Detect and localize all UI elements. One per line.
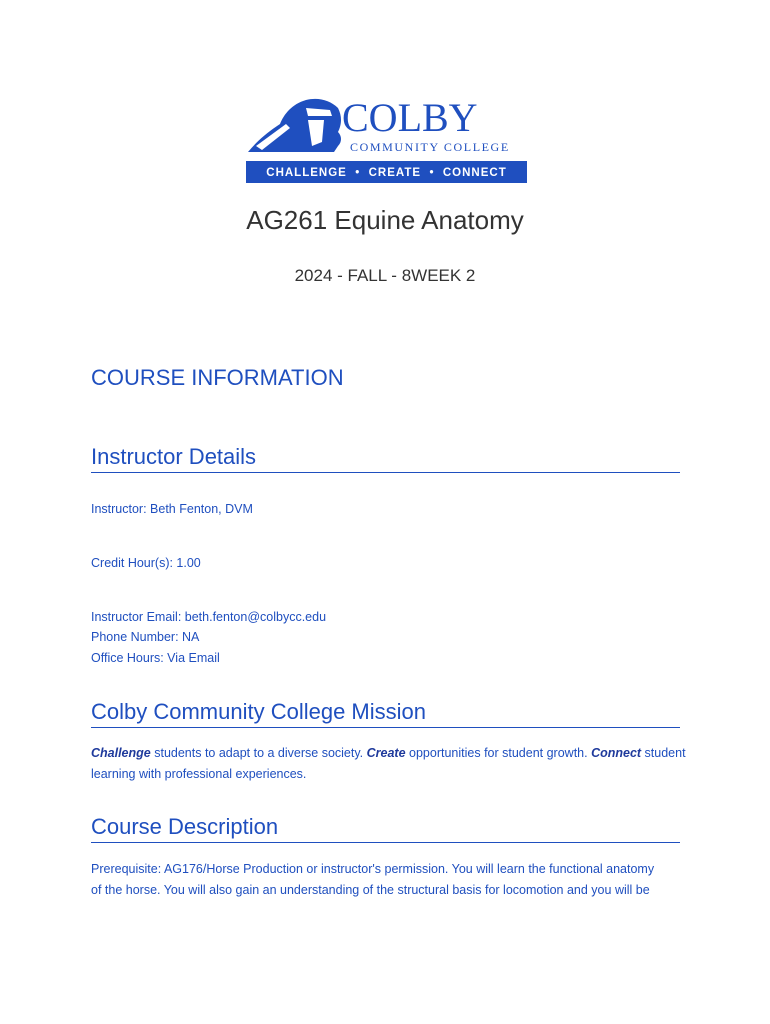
course-description-heading: Course Description: [91, 814, 680, 843]
mission-connect-word: Connect: [591, 746, 642, 760]
mission-text-3: student learning with professional experiences.: [91, 746, 686, 781]
college-logo: [246, 94, 528, 184]
course-description-line-2: of the horse. You will also gain an understanding of the structural basis for locomotion and you will be: [91, 883, 650, 897]
office-hours: Office Hours: Via Email: [91, 651, 220, 665]
mission-text-2: opportunities for student growth.: [405, 746, 592, 760]
course-title: AG261 Equine Anatomy: [246, 205, 524, 235]
mission-text-1: students to adapt to a diverse society.: [150, 746, 367, 760]
instructor-details-heading: Instructor Details: [91, 444, 680, 473]
logo-subline: COMMUNITY COLLEGE: [350, 140, 510, 154]
mission-statement: [91, 743, 691, 785]
course-description-line-1: Prerequisite: AG176/Horse Production or instructor's permission. You will learn the functional anatomy: [91, 862, 655, 876]
mission-create-word: Create: [366, 746, 406, 760]
course-information-heading: COURSE INFORMATION: [91, 365, 344, 390]
logo-wordmark: COLBY: [342, 95, 478, 140]
instructor-name: Instructor: Beth Fenton, DVM: [91, 502, 253, 516]
trojan-helmet-icon: [248, 99, 341, 152]
credit-hours: Credit Hour(s): 1.00: [91, 556, 201, 570]
phone-number: Phone Number: NA: [91, 630, 200, 644]
instructor-email: Instructor Email: beth.fenton@colbycc.edu: [91, 610, 327, 624]
logo-tagline: CHALLENGE • CREATE • CONNECT: [266, 167, 507, 179]
mission-challenge-word: Challenge: [91, 746, 151, 760]
course-term: 2024 - FALL - 8WEEK 2: [294, 266, 476, 285]
mission-heading: Colby Community College Mission: [91, 699, 680, 728]
